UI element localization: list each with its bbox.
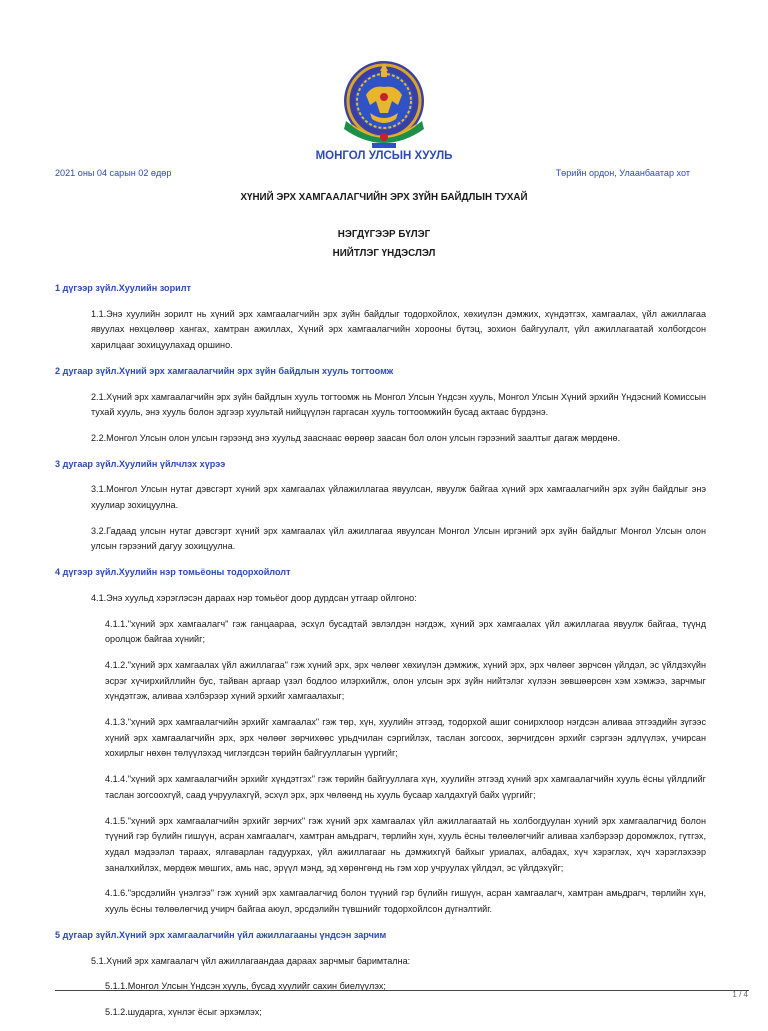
article [55, 364, 706, 447]
chapter-title: НИЙТЛЭГ ҮНДЭСЛЭЛ [332, 247, 436, 259]
law-title: ХҮНИЙ ЭРХ ХАМГААЛАГЧИЙН ЭРХ ЗҮЙН БАЙДЛЫН ТУХАЙ [240, 192, 528, 203]
article-heading: 3 дугаар зүйл.Хуулийн үйлчлэх хүрээ [55, 458, 226, 469]
article-subparagraph: 4.1.3."хүний эрх хамгаалагчийн эрхийг хамгаалах" гэж төр, хүн, хуулийн этгээд, тодорхой ашиг сонирхлоор нэгдсэн аливаа этгээдийн зүгээс хүний эрх хамгаалагчийн эрх, эрх чөлөөг зөрчихөөс урьдчилан сэргийлэх, таслан зогсоох, зөрчигдсөн эрхийг сэргээн эдлүүлэх, учирсан хохирлыг нөхөн төлүүлэхэд чиглэгдсэн төрийн байгууллагын үүргийг; [105, 717, 706, 759]
article [55, 928, 706, 1021]
article-heading: 1 дүгээр зүйл.Хуулийн зорилт [55, 283, 191, 293]
chapter-number: НЭГДҮГЭЭР БҮЛЭГ [337, 229, 431, 240]
article-subparagraph: 4.1.6."эрсдэлийн үнэлгээ" гэж хүний эрх хамгаалагчид болон түүний гэр бүлийн гишүүн, асран хамгаалагч, хамтран амьдрагч, төрлийн хүн, хууль ёсны төлөөлөгчид учирч байгаа аюул, эрсдэлийн түвшнийг тодорхойлсон дүгнэлтийг. [105, 888, 706, 915]
article-subparagraph: 4.1.1."хүний эрх хамгаалагч" гэж ганцаараа, эсхүл бусадтай эвлэлдэн нэгдэж, хүний эрх хамгаалах үйл ажиллагаа явуулж байгаа, түүнд оролцож байгаа хүнийг; [105, 618, 706, 645]
article [55, 457, 706, 556]
article-subparagraph: 4.1.2."хүний эрх хамгаалах үйл ажиллагаа" гэж хүний эрх, эрх чөлөөг хөхиүлэн дэмжиж, хүний эрх, эрх чөлөөг зөрчсөн үйлдэл, эс үйлдэхүйн эсрэг хүчирхийллийн бус, тайван аргаар үзэл бодлоо илэрхийлж, олон улсын эрх зүйн нийтэлэг хүлээн зөвшөөрсөн хэм хэмжээ, зарчмыг хүндэтгэж, аливаа хэлбэрээр хүний эрхийг хамгаалахыг; [105, 659, 706, 702]
adoption-date: 2021 оны 04 сарын 02 өдөр [55, 168, 172, 178]
chapter-heading [0, 226, 768, 263]
article [55, 281, 706, 354]
law-body [55, 281, 706, 1031]
article-paragraph: 2.1.Хүний эрх хамгаалагчийн эрх зүйн байдлын хууль тогтоомж нь Монгол Улсын Үндсэн хууль, Монгол Улсын Хүний эрхийн Үндэсний Комиссын тухай хууль, энэ хууль болон эдгээр хуультай нийцүүлэн гаргасан хууль тогтоомжийн бусад актаас бүрдэнэ. [91, 391, 706, 418]
article [55, 565, 706, 918]
article-paragraph: 5.1.Хүний эрх хамгаалагч үйл ажиллагаандаа дараах зарчмыг баримтална: [91, 955, 411, 966]
article-paragraph: 3.2.Гадаад улсын нутаг дэвсгэрт хүний эрх хамгаалах үйл ажиллагаа явуулсан Монгол Улсын иргэний эрх зүйн байдлыг Монгол Улсын олон улсын гэрээний дагуу зохицуулна. [91, 525, 706, 552]
article-paragraph: 1.1.Энэ хуулийн зорилт нь хүний эрх хамгаалагчийн эрх зүйн байдлыг тодорхойлох, хөхиүлэн дэмжих, хүндэтгэх, хамгаалах, үйл ажиллагаа явуулах нөхцөлөөр хангах, хамтран ажиллах, Хүний эрх хамгаалагчийн хорооны бүтэц, зохион байгуулалт, үйл ажиллагаатай холбогдсон харилцааг зохицуулахад оршино. [91, 308, 706, 351]
article-heading: 4 дүгээр зүйл.Хуулийн нэр томьёоны тодорхойлолт [55, 567, 291, 578]
law-name: МОНГОЛ УЛСЫН ХУУЛЬ [315, 150, 453, 162]
article-heading: 5 дугаар зүйл.Хүний эрх хамгаалагчийн үйл ажиллагааны үндсэн зарчим [55, 929, 387, 940]
article-paragraph: 4.1.Энэ хуульд хэрэглэсэн дараах нэр томьёог доор дурдсан утгаар ойлгоно: [91, 592, 417, 603]
article-heading: 2 дугаар зүйл.Хүний эрх хамгаалагчийн эрх зүйн байдлын хууль тогтоомж [55, 365, 394, 376]
article-subparagraph: 5.1.2.шударга, хүнлэг ёсыг эрхэмлэх; [105, 1006, 262, 1017]
adoption-place: Төрийн ордон, Улаанбаатар хот [555, 168, 690, 178]
article-paragraph: 3.1.Монгол Улсын нутаг дэвсгэрт хүний эрх хамгаалах үйлажиллагаа явуулсан, явуулж байгаа хүний эрх хамгаалагчийн эрх зүйн байдлыг энэ хуулиар зохицуулна. [91, 484, 706, 511]
article-subparagraph: 4.1.5."хүний эрх хамгаалагчийн эрхийг зөрчих" гэж хүний эрх хамгаалах үйл ажиллагаатай нь холбогдуулан хүний эрх хамгаалагчид болон түүний гэр бүлийн гишүүн, асран хамгаалагч, хамтран амьдрагч, төрлийн хүн, хууль ёсны төлөөлөгчийг аливаа хэлбэрээр доромжлох, гүтгэх, худал мэдээлэл тараах, ялгаварлан гадуурхах, үйл ажиллагааг нь дэмжихгүй байхыг уриалах, албадах, хүч хэрэглэх, хүч хэрэглэхээр заналхийлэх, мөрдөж мөшгих, амь нас, эрүүл мэнд, эд хөрөнгөнд нь гэм хор учруулах үйлдэл, эс үйлдэхүйг; [105, 815, 706, 873]
mongolia-state-emblem-icon [332, 55, 436, 155]
page-number: 1 / 4 [732, 990, 748, 999]
footer-divider [55, 990, 749, 991]
article-subparagraph: 5.1.1.Монгол Улсын Үндсэн хууль, бусад хуулийг сахин биелүүлэх; [105, 981, 386, 992]
article-paragraph: 2.2.Монгол Улсын олон улсын гэрээнд энэ хуульд зааснаас өөрөөр заасан бол олон улсын гэрээний заалтыг дагаж мөрдөнө. [91, 432, 621, 443]
article-subparagraph: 4.1.4."хүний эрх хамгаалагчийн эрхийг хүндэтгэх" гэж төрийн байгууллага хүн, хуулийн этгээд хүний эрх хамгаалагчийн хууль ёсны үйлдлийг таслан зогсоохгүй, саад учруулахгүй, эсхүл эрх, эрх чөлөөнд нь хууль бусаар халдахгүй байх үүргийг; [105, 774, 706, 800]
